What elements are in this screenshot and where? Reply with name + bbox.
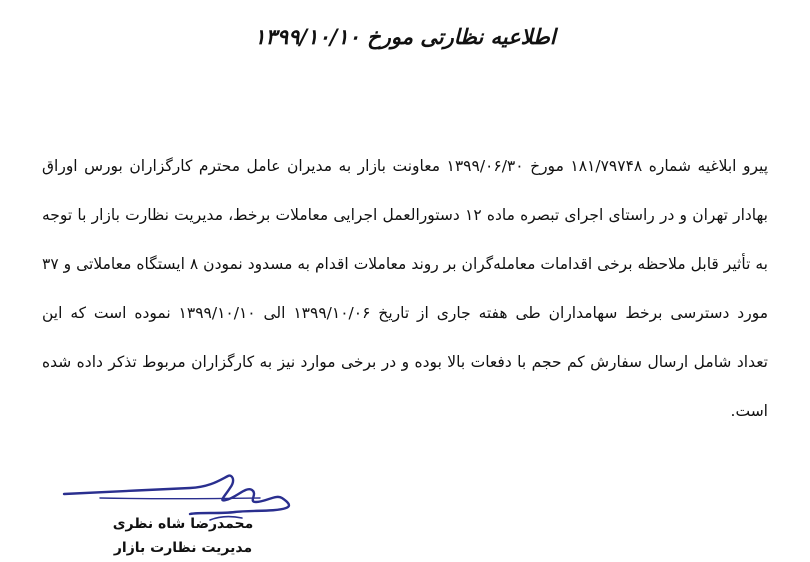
- body-line-2: بهادار تهران و در راستای اجرای تبصره ماده ۱۲ دستورالعمل اجرایی معاملات برخط، مدیریت نظارت بازار با توجه: [42, 206, 768, 224]
- signatory-position: مدیریت نظارت بازار: [113, 540, 253, 556]
- signature-underline: [100, 498, 260, 499]
- body-line-6: است.: [730, 402, 768, 420]
- notice-title: اطلاعیه نظارتی مورخ ۱۳۹۹/۱۰/۱۰: [254, 24, 556, 49]
- body-line-5: تعداد شامل ارسال سفارش کم حجم با دفعات بالا بوده و در برخی موارد نیز به کارگزاران مربوط تذکر داده شده: [42, 353, 768, 371]
- body-line-4: مورد دسترسی برخط سهامداران طی هفته جاری از تاریخ ۱۳۹۹/۱۰/۰۶ الی ۱۳۹۹/۱۰/۱۰ نموده است که این: [42, 304, 769, 322]
- signature-block: [98, 512, 268, 560]
- signature-stroke: [64, 476, 289, 514]
- signatory-name: محمدرضا شاه نظری: [112, 516, 254, 532]
- notice-body: [42, 142, 768, 436]
- body-line-1: پیرو ابلاغیه شماره ۱۸۱/۷۹۷۴۸ مورخ ۱۳۹۹/۰۶/۳۰ معاونت بازار به مدیران عامل محترم کارگزاران بورس اوراق: [42, 157, 769, 175]
- body-line-3: به تأثیر قابل ملاحظه برخی اقدامات معامله‌گران بر روند معاملات اقدام به مسدود نمودن ۸ ایستگاه معاملاتی و ۳۷: [42, 255, 768, 273]
